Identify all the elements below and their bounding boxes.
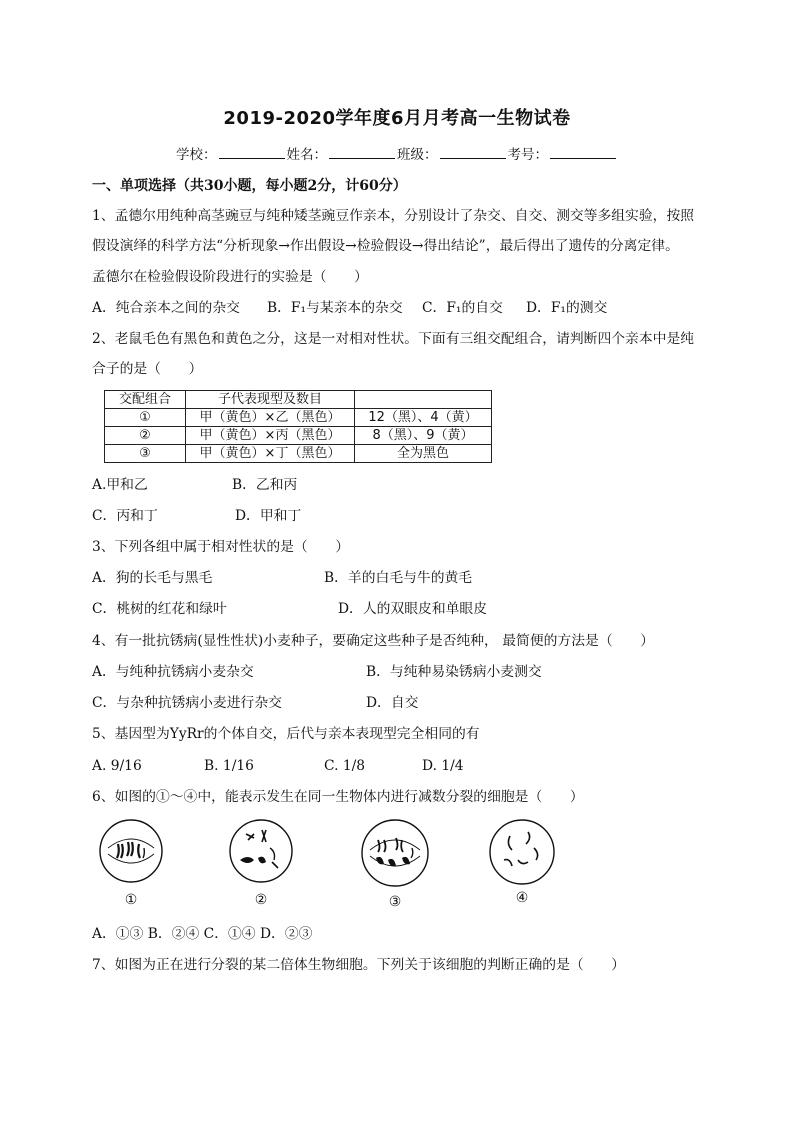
section-heading: 一、单项选择（共30小题，每小题2分，计60分） [92, 178, 407, 194]
option-c: C．与杂种抗锈病小麦进行杂交 [92, 695, 282, 711]
cross-table [104, 390, 492, 463]
option-a: A.甲和乙 [92, 477, 148, 493]
cell-1-label: ① [124, 892, 138, 908]
question-1-line-2: 假设演绎的科学方法“分析现象→作出假设→检验假设→得出结论”，最后得出了遗传的分离定律。 [92, 238, 679, 254]
question-3-line-1: 3、下列各组中属于相对性状的是（ ） [92, 539, 350, 555]
table-header-row [105, 391, 492, 409]
option-d: D．甲和丁 [235, 508, 302, 524]
exam-no-blank[interactable] [550, 146, 616, 159]
cell-4-label: ④ [515, 890, 529, 906]
school-blank[interactable] [219, 146, 285, 159]
table-cell: 甲（黄色）×丁（黑色） [186, 445, 355, 463]
table-header: 子代表现型及数目 [186, 391, 355, 409]
option-a: A. 9/16 [92, 758, 142, 774]
option-b: B．F₁与某亲本的杂交 [267, 300, 403, 316]
table-row [105, 445, 492, 463]
cell-1-diagram [98, 818, 164, 884]
option-c: C. 1/8 [324, 758, 366, 774]
question-2-line-1: 2、老鼠毛色有黑色和黄色之分，这是一对相对性状。下面有三组交配组合，请判断四个亲本中是纯 [92, 331, 695, 347]
option-d: D．F₁的测交 [526, 300, 608, 316]
table-cell: 甲（黄色）×乙（黑色） [186, 409, 355, 427]
table-cell: ② [105, 427, 186, 445]
option-b: B. 1/16 [204, 758, 254, 774]
option-c: C．丙和丁 [92, 508, 158, 524]
option-b: B．乙和丙 [232, 477, 298, 493]
cell-3-diagram [360, 818, 430, 888]
question-1-line-3: 孟德尔在检验假设阶段进行的实验是（ ） [92, 269, 368, 285]
option-d: D．自交 [366, 695, 419, 711]
class-label: 班级： [397, 147, 438, 163]
school-label: 学校： [176, 147, 217, 163]
question-6-line-1: 6、如图的①～④中，能表示发生在同一生物体内进行减数分裂的细胞是（ ） [92, 789, 584, 805]
table-cell: 全为黑色 [355, 445, 492, 463]
name-label: 姓名： [286, 147, 327, 163]
table-header: 交配组合 [105, 391, 186, 409]
cell-2-diagram [228, 818, 294, 884]
option-d: D．人的双眼皮和单眼皮 [338, 601, 488, 617]
cell-4-diagram [488, 818, 556, 886]
table-row [105, 427, 492, 445]
student-info-row [0, 143, 794, 163]
option-a: A．与纯种抗锈病小麦杂交 [92, 664, 254, 680]
option-b: B．与纯种易染锈病小麦测交 [366, 664, 542, 680]
table-row [105, 409, 492, 427]
question-6-options: A．①③ B．②④ C．①④ D．②③ [92, 926, 313, 942]
table-cell: ① [105, 409, 186, 427]
class-blank[interactable] [440, 146, 506, 159]
table-cell: 12（黑）、4（黄） [355, 409, 492, 427]
option-b: B．羊的白毛与牛的黄毛 [324, 570, 473, 586]
table-header [355, 391, 492, 409]
cell-3-label: ③ [388, 894, 402, 910]
option-c: C．桃树的红花和绿叶 [92, 601, 227, 617]
exam-no-label: 考号： [507, 147, 548, 163]
question-4-line-1: 4、有一批抗锈病(显性性状)小麦种子，要确定这些种子是否纯种， 最简便的方法是（ ） [92, 633, 655, 649]
option-c: C．F₁的自交 [422, 300, 503, 316]
name-blank[interactable] [329, 146, 395, 159]
cell-2-label: ② [254, 892, 268, 908]
page-title: 2019-2020学年度6月月考高一生物试卷 [223, 108, 571, 129]
option-d: D. 1/4 [422, 758, 464, 774]
question-5-line-1: 5、基因型为YyRr的个体自交，后代与亲本表现型完全相同的有 [92, 726, 480, 742]
table-cell: 8（黑）、9（黄） [355, 427, 492, 445]
question-2-line-2: 合子的是（ ） [92, 361, 203, 377]
option-a: A．纯合亲本之间的杂交 [92, 300, 240, 316]
table-cell: 甲（黄色）×丙（黑色） [186, 427, 355, 445]
option-a: A．狗的长毛与黑毛 [92, 570, 213, 586]
question-7-line-1: 7、如图为正在进行分裂的某二倍体生物细胞。下列关于该细胞的判断正确的是（ ） [92, 957, 626, 973]
table-cell: ③ [105, 445, 186, 463]
question-1-line-1: 1、孟德尔用纯种高茎豌豆与纯种矮茎豌豆作亲本，分别设计了杂交、自交、测交等多组实验，按照 [92, 208, 695, 224]
